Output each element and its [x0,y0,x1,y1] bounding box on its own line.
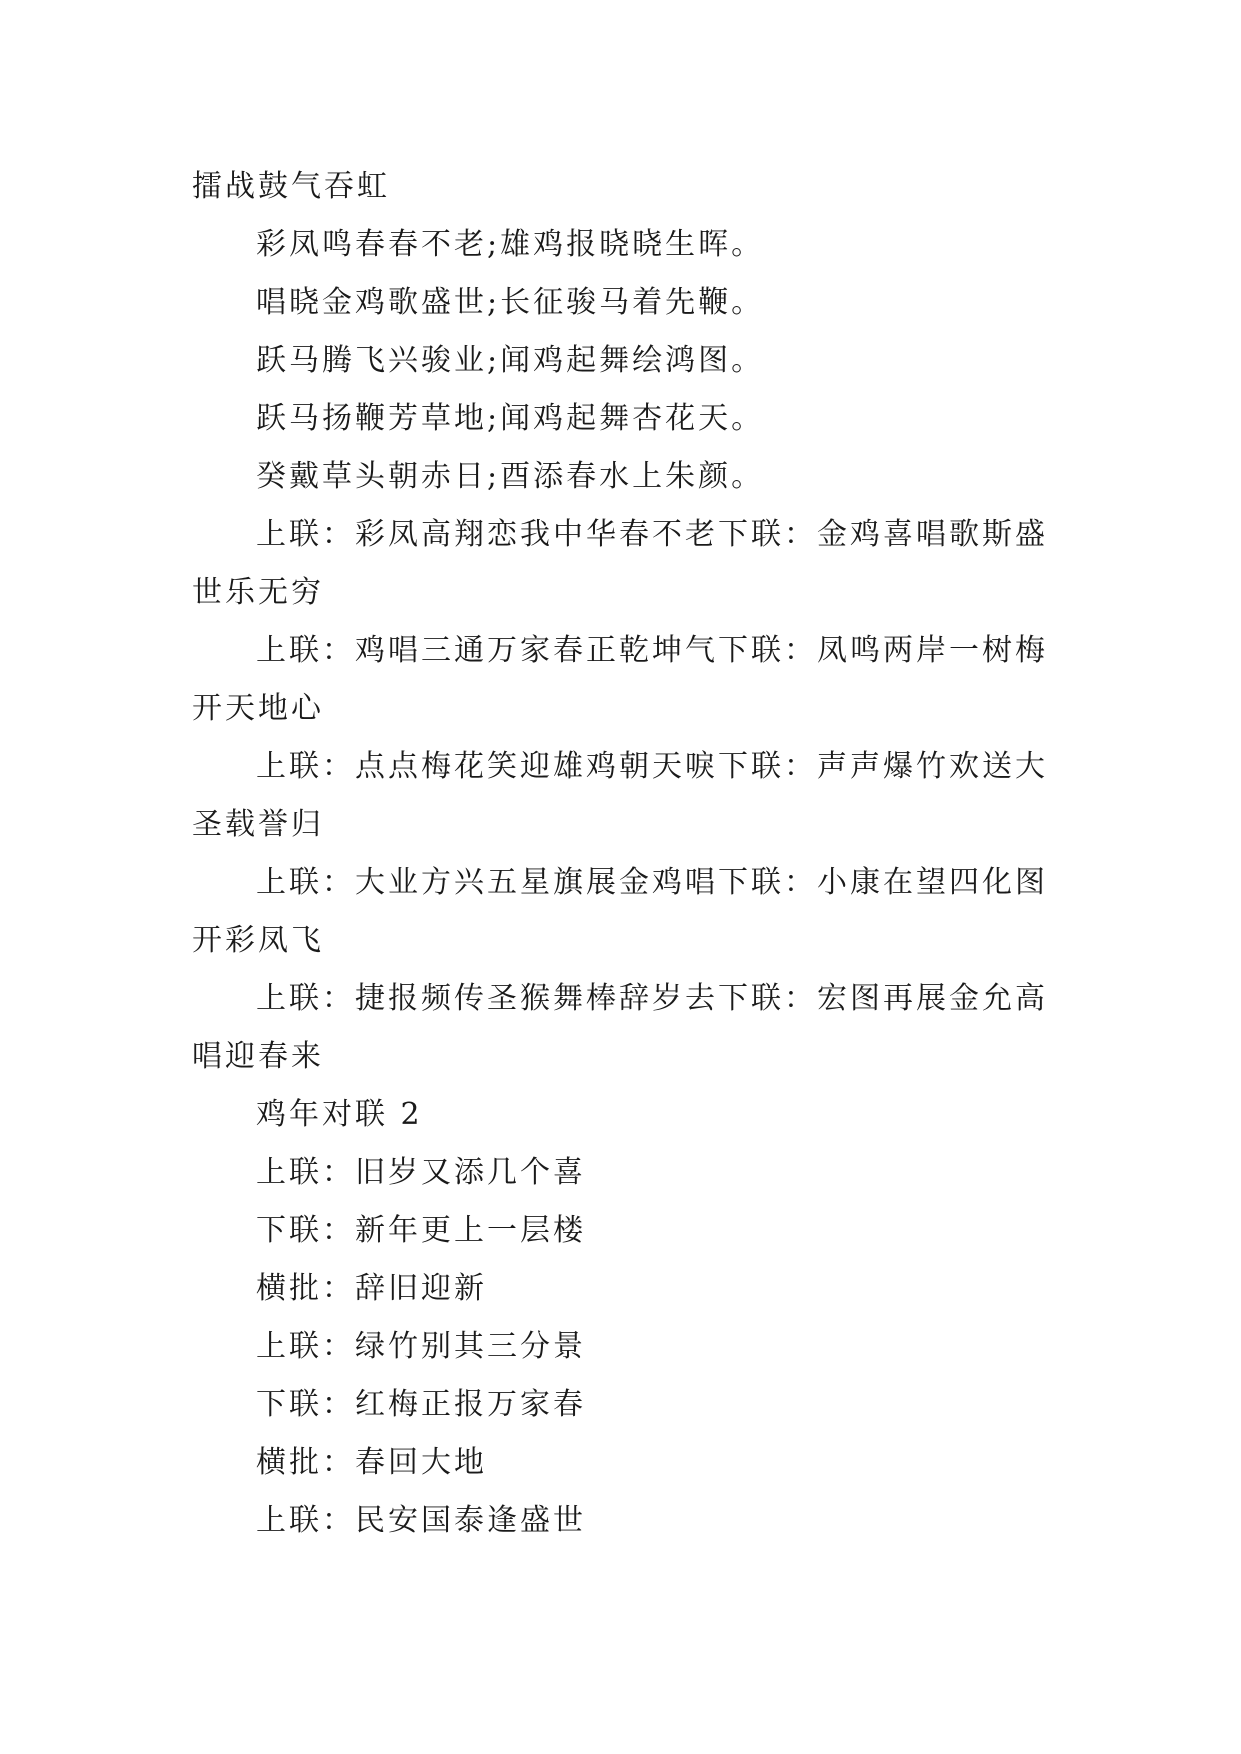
couplet-line: 下联：新年更上一层楼 [256,1213,586,1248]
paragraph-first-line: 上联：点点梅花笑迎雄鸡朝天唳下联：声声爆竹欢送大 [256,749,1048,784]
text-line: 擂战鼓气吞虹 [192,169,390,204]
paragraph-continuation: 圣载誉归 [192,807,324,842]
couplet-paragraph [192,622,1052,738]
couplet-paragraph [192,970,1052,1086]
couplet-line: 上联：民安国泰逢盛世 [256,1503,586,1538]
paragraph-first-line: 上联：彩凤高翔恋我中华春不老下联：金鸡喜唱歌斯盛 [256,517,1048,552]
document-body [192,158,1052,1550]
couplet-line: 横批：辞旧迎新 [256,1271,487,1306]
paragraph-continuation: 开彩凤飞 [192,923,324,958]
couplet-paragraph [192,738,1052,854]
paragraph-first-line: 上联：大业方兴五星旗展金鸡唱下联：小康在望四化图 [256,865,1048,900]
section-title: 鸡年对联 2 [256,1097,423,1132]
paragraph-continuation: 世乐无穷 [192,575,324,610]
text-line: 跃马腾飞兴骏业;闻鸡起舞绘鸿图。 [256,343,765,378]
text-line: 跃马扬鞭芳草地;闻鸡起舞杏花天。 [256,401,765,436]
couplet-line: 下联：红梅正报万家春 [256,1387,586,1422]
couplet-paragraph [192,854,1052,970]
couplet-paragraph [192,506,1052,622]
text-line: 唱晓金鸡歌盛世;长征骏马着先鞭。 [256,285,765,320]
couplet-line: 上联：旧岁又添几个喜 [256,1155,586,1190]
paragraph-continuation: 唱迎春来 [192,1039,324,1074]
paragraph-continuation: 开天地心 [192,691,324,726]
text-line: 彩凤鸣春春不老;雄鸡报晓晓生晖。 [256,227,765,262]
paragraph-first-line: 上联：捷报频传圣猴舞棒辞岁去下联：宏图再展金允高 [256,981,1048,1016]
paragraph-first-line: 上联：鸡唱三通万家春正乾坤气下联：凤鸣两岸一树梅 [256,633,1048,668]
couplet-line: 横批：春回大地 [256,1445,487,1480]
text-line: 癸戴草头朝赤日;酉添春水上朱颜。 [256,459,765,494]
couplet-line: 上联：绿竹别其三分景 [256,1329,586,1364]
